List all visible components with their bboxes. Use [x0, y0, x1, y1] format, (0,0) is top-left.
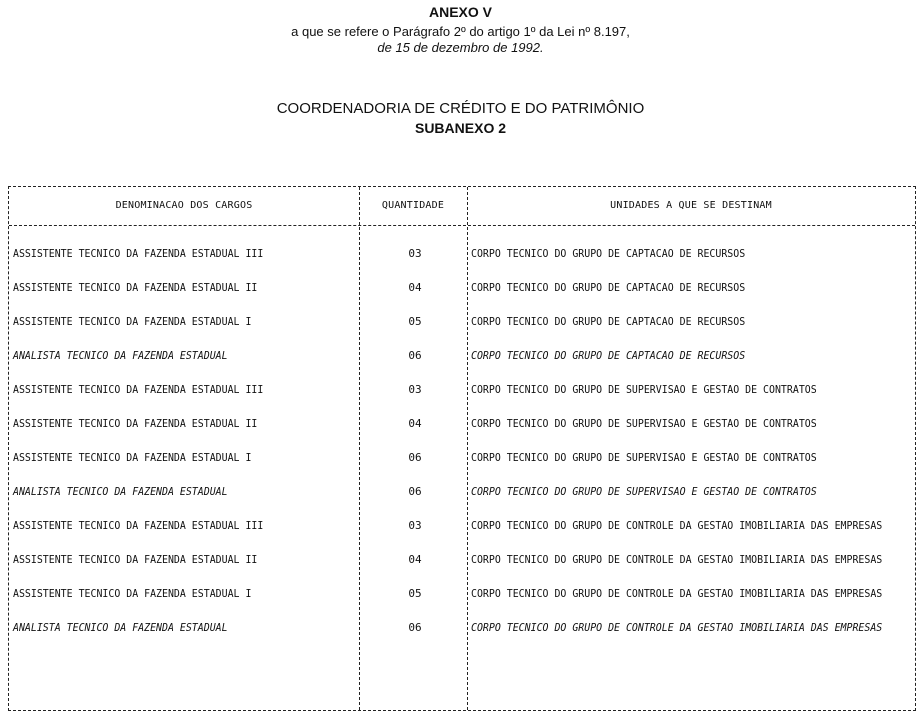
quantidade-cell: 06: [408, 485, 422, 498]
unidade-cell: CORPO TECNICO DO GRUPO DE CONTROLE DA GESTAO IMOBILIARIA DAS EMPRESAS: [471, 519, 883, 532]
unidade-cell: CORPO TECNICO DO GRUPO DE CAPTACAO DE RECURSOS: [471, 349, 746, 362]
cargo-cell: ASSISTENTE TECNICO DA FAZENDA ESTADUAL I: [13, 451, 252, 464]
cargo-cell: ASSISTENTE TECNICO DA FAZENDA ESTADUAL II: [13, 553, 258, 566]
table-row: [9, 233, 915, 267]
subanexo-title: SUBANEXO 2: [414, 120, 507, 136]
unidade-cell: CORPO TECNICO DO GRUPO DE CONTROLE DA GESTAO IMOBILIARIA DAS EMPRESAS: [471, 621, 883, 634]
quantidade-cell: 05: [408, 587, 422, 600]
table-row: [9, 573, 915, 607]
unidade-cell: CORPO TECNICO DO GRUPO DE CAPTACAO DE RECURSOS: [471, 281, 746, 294]
quantidade-cell: 04: [408, 553, 422, 566]
column-header-quantidade: QUANTIDADE: [381, 200, 445, 211]
table-row: [9, 505, 915, 539]
cargo-cell: ASSISTENTE TECNICO DA FAZENDA ESTADUAL I: [13, 315, 252, 328]
cargo-cell: ASSISTENTE TECNICO DA FAZENDA ESTADUAL II: [13, 417, 258, 430]
quantidade-cell: 06: [408, 451, 422, 464]
column-header-unidades: UNIDADES A QUE SE DESTINAM: [610, 200, 772, 211]
quantidade-cell: 03: [408, 247, 422, 260]
cargo-cell: ANALISTA TECNICO DA FAZENDA ESTADUAL: [13, 621, 228, 634]
annex-subtitle-line2: de 15 de dezembro de 1992.: [377, 40, 544, 55]
cargo-cell: ASSISTENTE TECNICO DA FAZENDA ESTADUAL III: [13, 519, 264, 532]
table-row: [9, 301, 915, 335]
quantidade-cell: 06: [408, 349, 422, 362]
column-header-cargo: DENOMINACAO DOS CARGOS: [115, 200, 253, 211]
positions-table: [8, 186, 916, 711]
cargo-cell: ASSISTENTE TECNICO DA FAZENDA ESTADUAL I: [13, 587, 252, 600]
annex-title: ANEXO V: [428, 4, 492, 20]
annex-subtitle-line1: a que se refere o Parágrafo 2º do artigo 1º da Lei nº 8.197,: [291, 24, 630, 39]
table-row: [9, 267, 915, 301]
table-row: [9, 437, 915, 471]
unidade-cell: CORPO TECNICO DO GRUPO DE SUPERVISAO E GESTAO DE CONTRATOS: [471, 417, 817, 430]
cargo-cell: ASSISTENTE TECNICO DA FAZENDA ESTADUAL II: [13, 281, 258, 294]
unidade-cell: CORPO TECNICO DO GRUPO DE CONTROLE DA GESTAO IMOBILIARIA DAS EMPRESAS: [471, 587, 883, 600]
unidade-cell: CORPO TECNICO DO GRUPO DE SUPERVISAO E GESTAO DE CONTRATOS: [471, 383, 817, 396]
unidade-cell: CORPO TECNICO DO GRUPO DE SUPERVISAO E GESTAO DE CONTRATOS: [471, 451, 817, 464]
quantidade-cell: 03: [408, 383, 422, 396]
header-separator: [9, 225, 915, 226]
quantidade-cell: 04: [408, 417, 422, 430]
cargo-cell: ANALISTA TECNICO DA FAZENDA ESTADUAL: [13, 485, 228, 498]
cargo-cell: ANALISTA TECNICO DA FAZENDA ESTADUAL: [13, 349, 228, 362]
quantidade-cell: 06: [408, 621, 422, 634]
cargo-cell: ASSISTENTE TECNICO DA FAZENDA ESTADUAL III: [13, 383, 264, 396]
table-row: [9, 403, 915, 437]
quantidade-cell: 05: [408, 315, 422, 328]
table-row: [9, 607, 915, 641]
unidade-cell: CORPO TECNICO DO GRUPO DE CONTROLE DA GESTAO IMOBILIARIA DAS EMPRESAS: [471, 553, 883, 566]
table-row: [9, 471, 915, 505]
table-row: [9, 335, 915, 369]
table-row: [9, 539, 915, 573]
cargo-cell: ASSISTENTE TECNICO DA FAZENDA ESTADUAL III: [13, 247, 264, 260]
unidade-cell: CORPO TECNICO DO GRUPO DE SUPERVISAO E GESTAO DE CONTRATOS: [471, 485, 817, 498]
table-row: [9, 369, 915, 403]
quantidade-cell: 03: [408, 519, 422, 532]
unidade-cell: CORPO TECNICO DO GRUPO DE CAPTACAO DE RECURSOS: [471, 315, 746, 328]
department-title: COORDENADORIA DE CRÉDITO E DO PATRIMÔNIO: [276, 100, 645, 117]
quantidade-cell: 04: [408, 281, 422, 294]
unidade-cell: CORPO TECNICO DO GRUPO DE CAPTACAO DE RECURSOS: [471, 247, 746, 260]
